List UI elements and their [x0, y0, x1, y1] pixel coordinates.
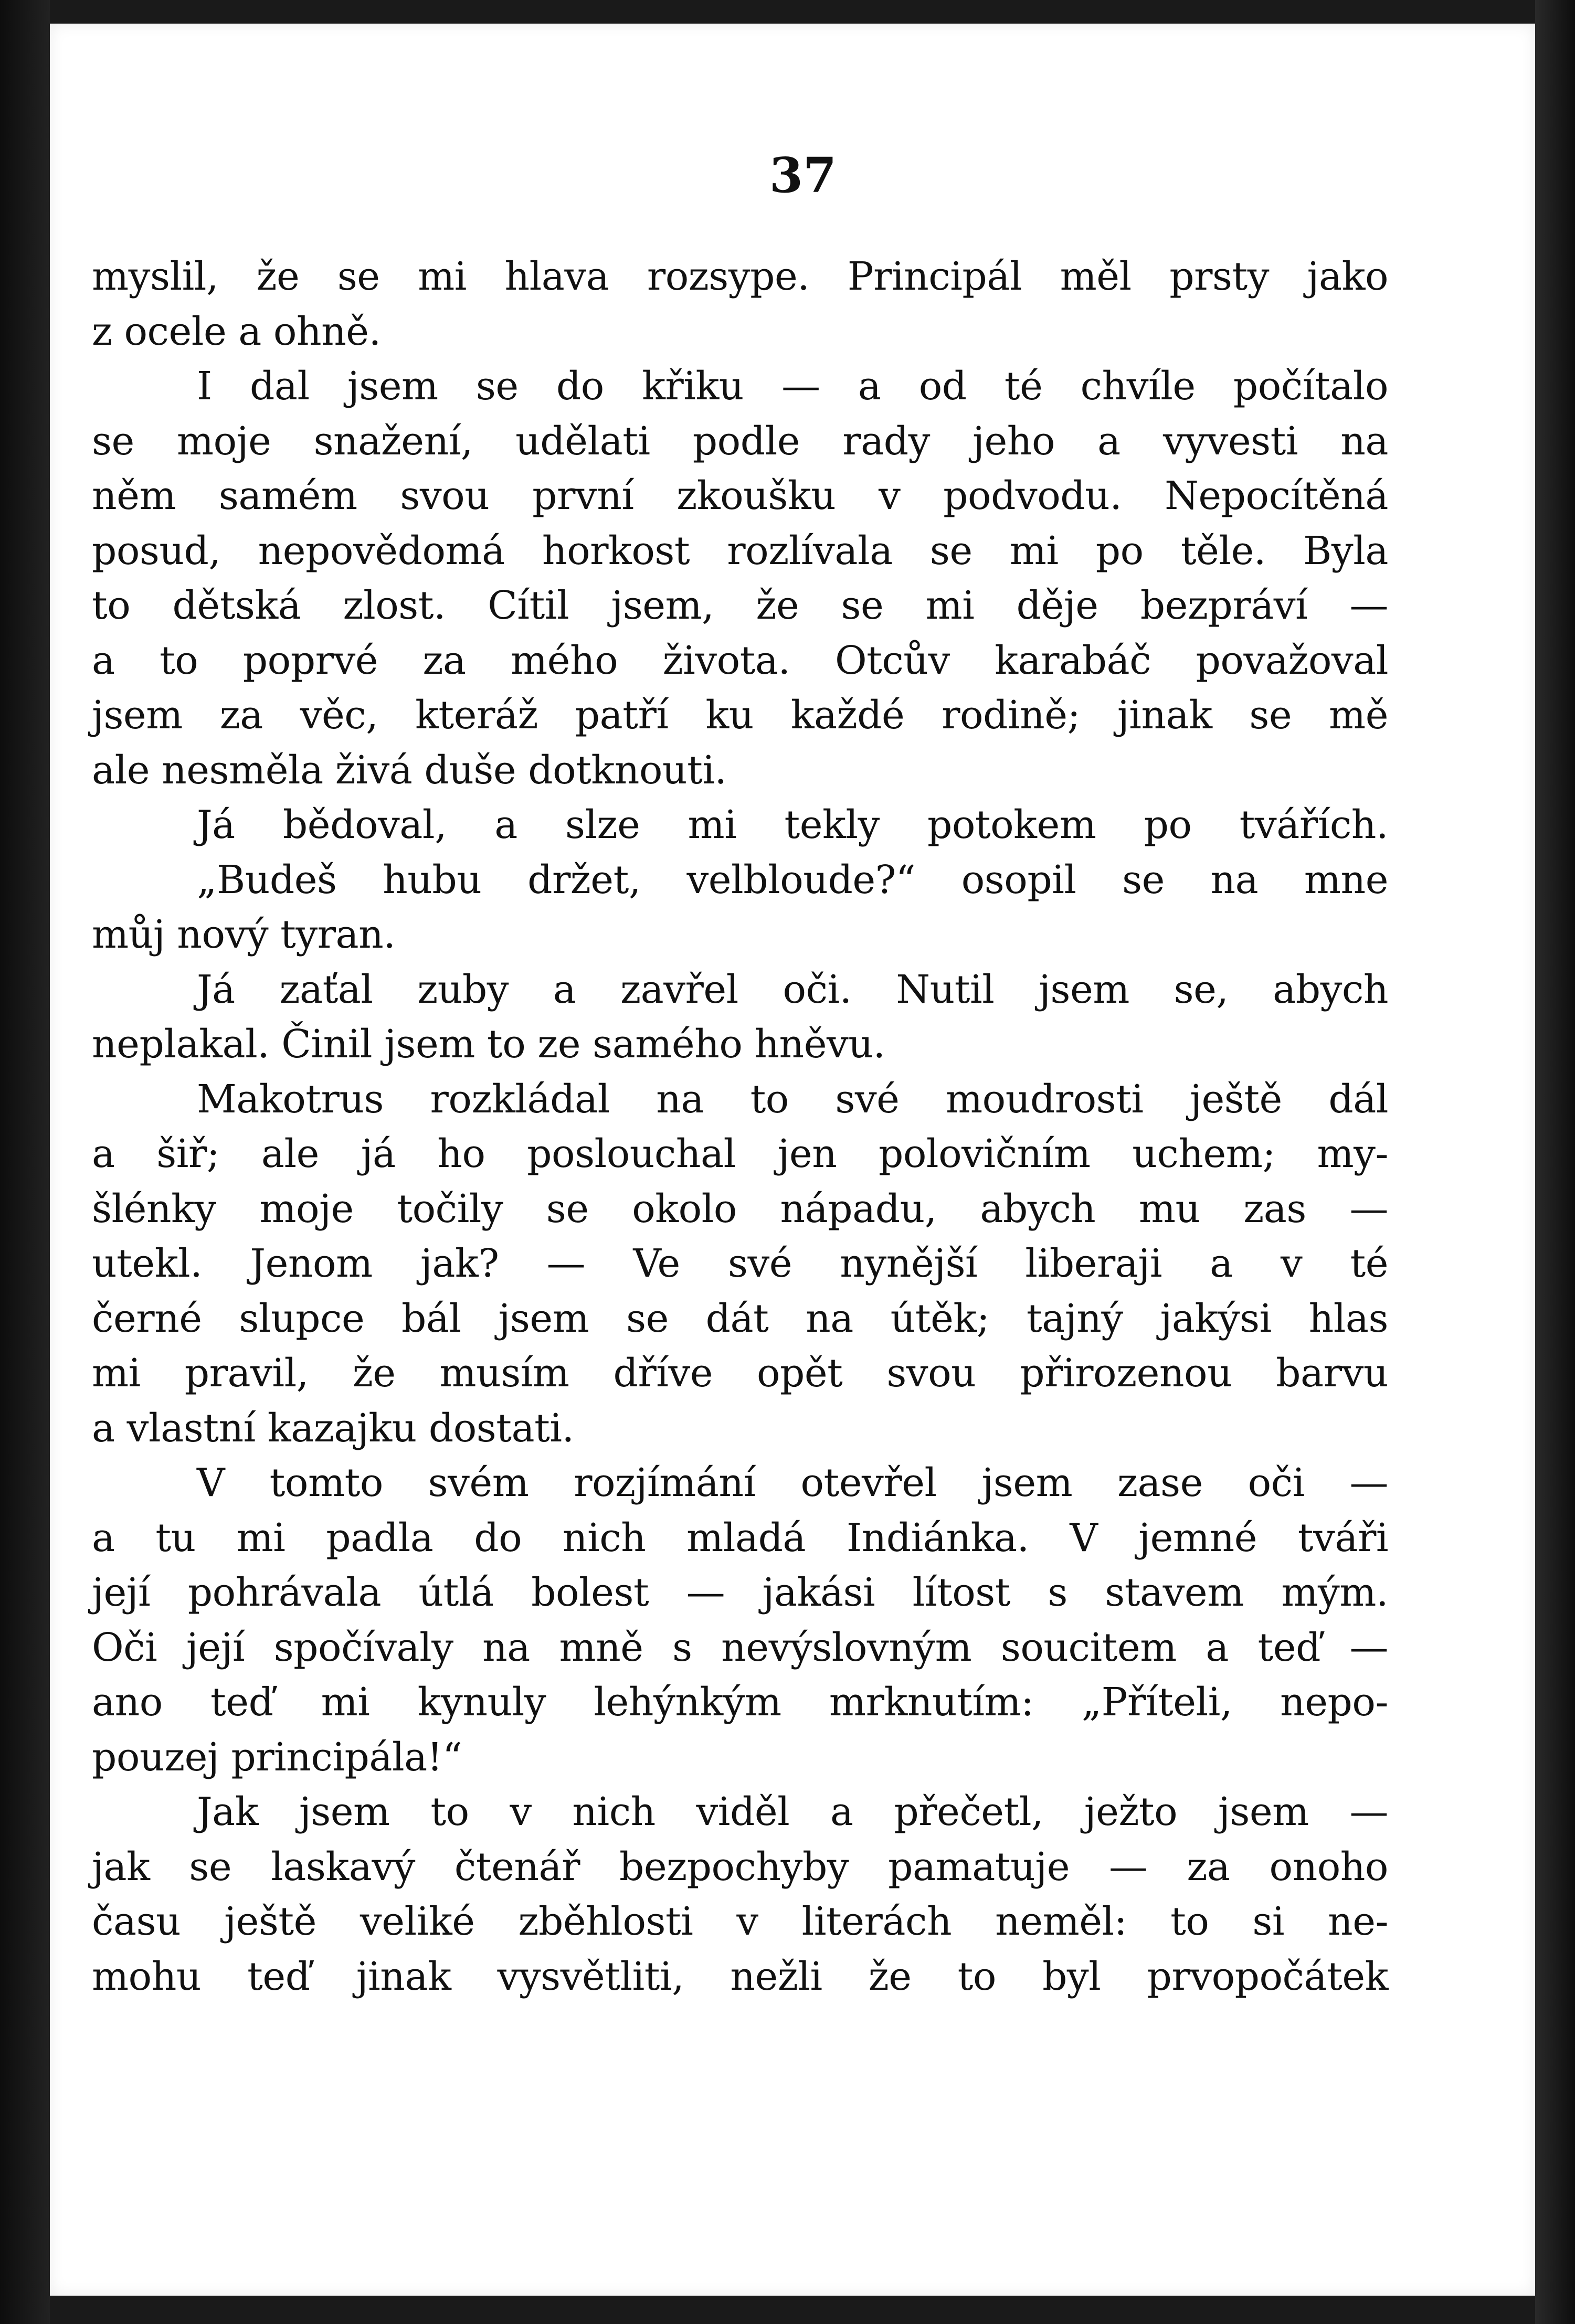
text-line: Jak jsem to v nich viděl a přečetl, ježto jsem — [197, 1789, 1388, 1834]
text-line: jak se laskavý čtenář bezpochyby pamatuje — za onoho [92, 1844, 1388, 1890]
text-line: „Budeš hubu držet, velbloude?“ osopil se na mne [197, 857, 1388, 903]
text-line: ale nesměla živá duše dotknouti. [92, 747, 727, 793]
text-line: a šiř; ale já ho poslouchal jen polovičním uchem; my- [92, 1131, 1388, 1176]
text-line: její pohrávala útlá bolest — jakási lítost s stavem mým. [92, 1570, 1388, 1615]
text-line: to dětská zlost. Cítil jsem, že se mi děje bezpráví — [92, 583, 1388, 628]
text-line: mi pravil, že musím dříve opět svou přirozenou barvu [92, 1351, 1388, 1396]
scan-left-edge [0, 0, 50, 2324]
text-line: pouzej principála!“ [92, 1734, 462, 1780]
text-line: Já bědoval, a slze mi tekly potokem po tvářích. [197, 802, 1388, 847]
text-line: a tu mi padla do nich mladá Indiánka. V jemné tváři [92, 1515, 1388, 1561]
text-line: a to poprvé za mého života. Otcův karabáč považoval [92, 638, 1388, 683]
text-line: mohu teď jinak vysvětliti, nežli že to byl prvopočátek [92, 1954, 1388, 1999]
page-text [92, 249, 1388, 2004]
text-line: Já zaťal zuby a zavřel oči. Nutil jsem se, abych [197, 967, 1388, 1012]
text-line: černé slupce bál jsem se dát na útěk; tajný jakýsi hlas [92, 1296, 1388, 1341]
text-line: jsem za věc, kteráž patří ku každé rodině; jinak se mě [92, 693, 1388, 738]
text-line: něm samém svou první zkoušku v podvodu. Nepocítěná [92, 473, 1388, 518]
text-line: I dal jsem se do křiku — a od té chvíle počítalo [197, 364, 1388, 409]
text-line: utekl. Jenom jak? — Ve své nynější liberaji a v té [92, 1241, 1388, 1286]
text-line: a vlastní kazajku dostati. [92, 1405, 574, 1451]
text-line: času ještě veliké zběhlosti v literách neměl: to si ne- [92, 1899, 1388, 1944]
text-line: Makotrus rozkládal na to své moudrosti ještě dál [197, 1076, 1388, 1122]
text-line: myslil, že se mi hlava rozsype. Principál měl prsty jako [92, 254, 1388, 299]
text-line: ano teď mi kynuly lehýnkým mrknutím: „Příteli, nepo- [92, 1680, 1388, 1725]
book-page [50, 24, 1535, 2296]
text-line: z ocele a ohně. [92, 309, 381, 354]
text-line: šlénky moje točily se okolo nápadu, abych mu zas — [92, 1186, 1388, 1232]
text-line: V tomto svém rozjímání otevřel jsem zase oči — [197, 1460, 1388, 1505]
text-line: můj nový tyran. [92, 912, 396, 957]
text-line: posud, nepovědomá horkost rozlívala se mi po těle. Byla [92, 528, 1388, 574]
text-line: se moje snažení, udělati podle rady jeho a vyvesti na [92, 418, 1388, 464]
scan-right-edge [1535, 0, 1575, 2324]
text-line: Oči její spočívaly na mně s nevýslovným soucitem a teď — [92, 1625, 1388, 1670]
text-line: neplakal. Činil jsem to ze samého hněvu. [92, 1022, 885, 1067]
page-number: 37 [769, 147, 837, 204]
